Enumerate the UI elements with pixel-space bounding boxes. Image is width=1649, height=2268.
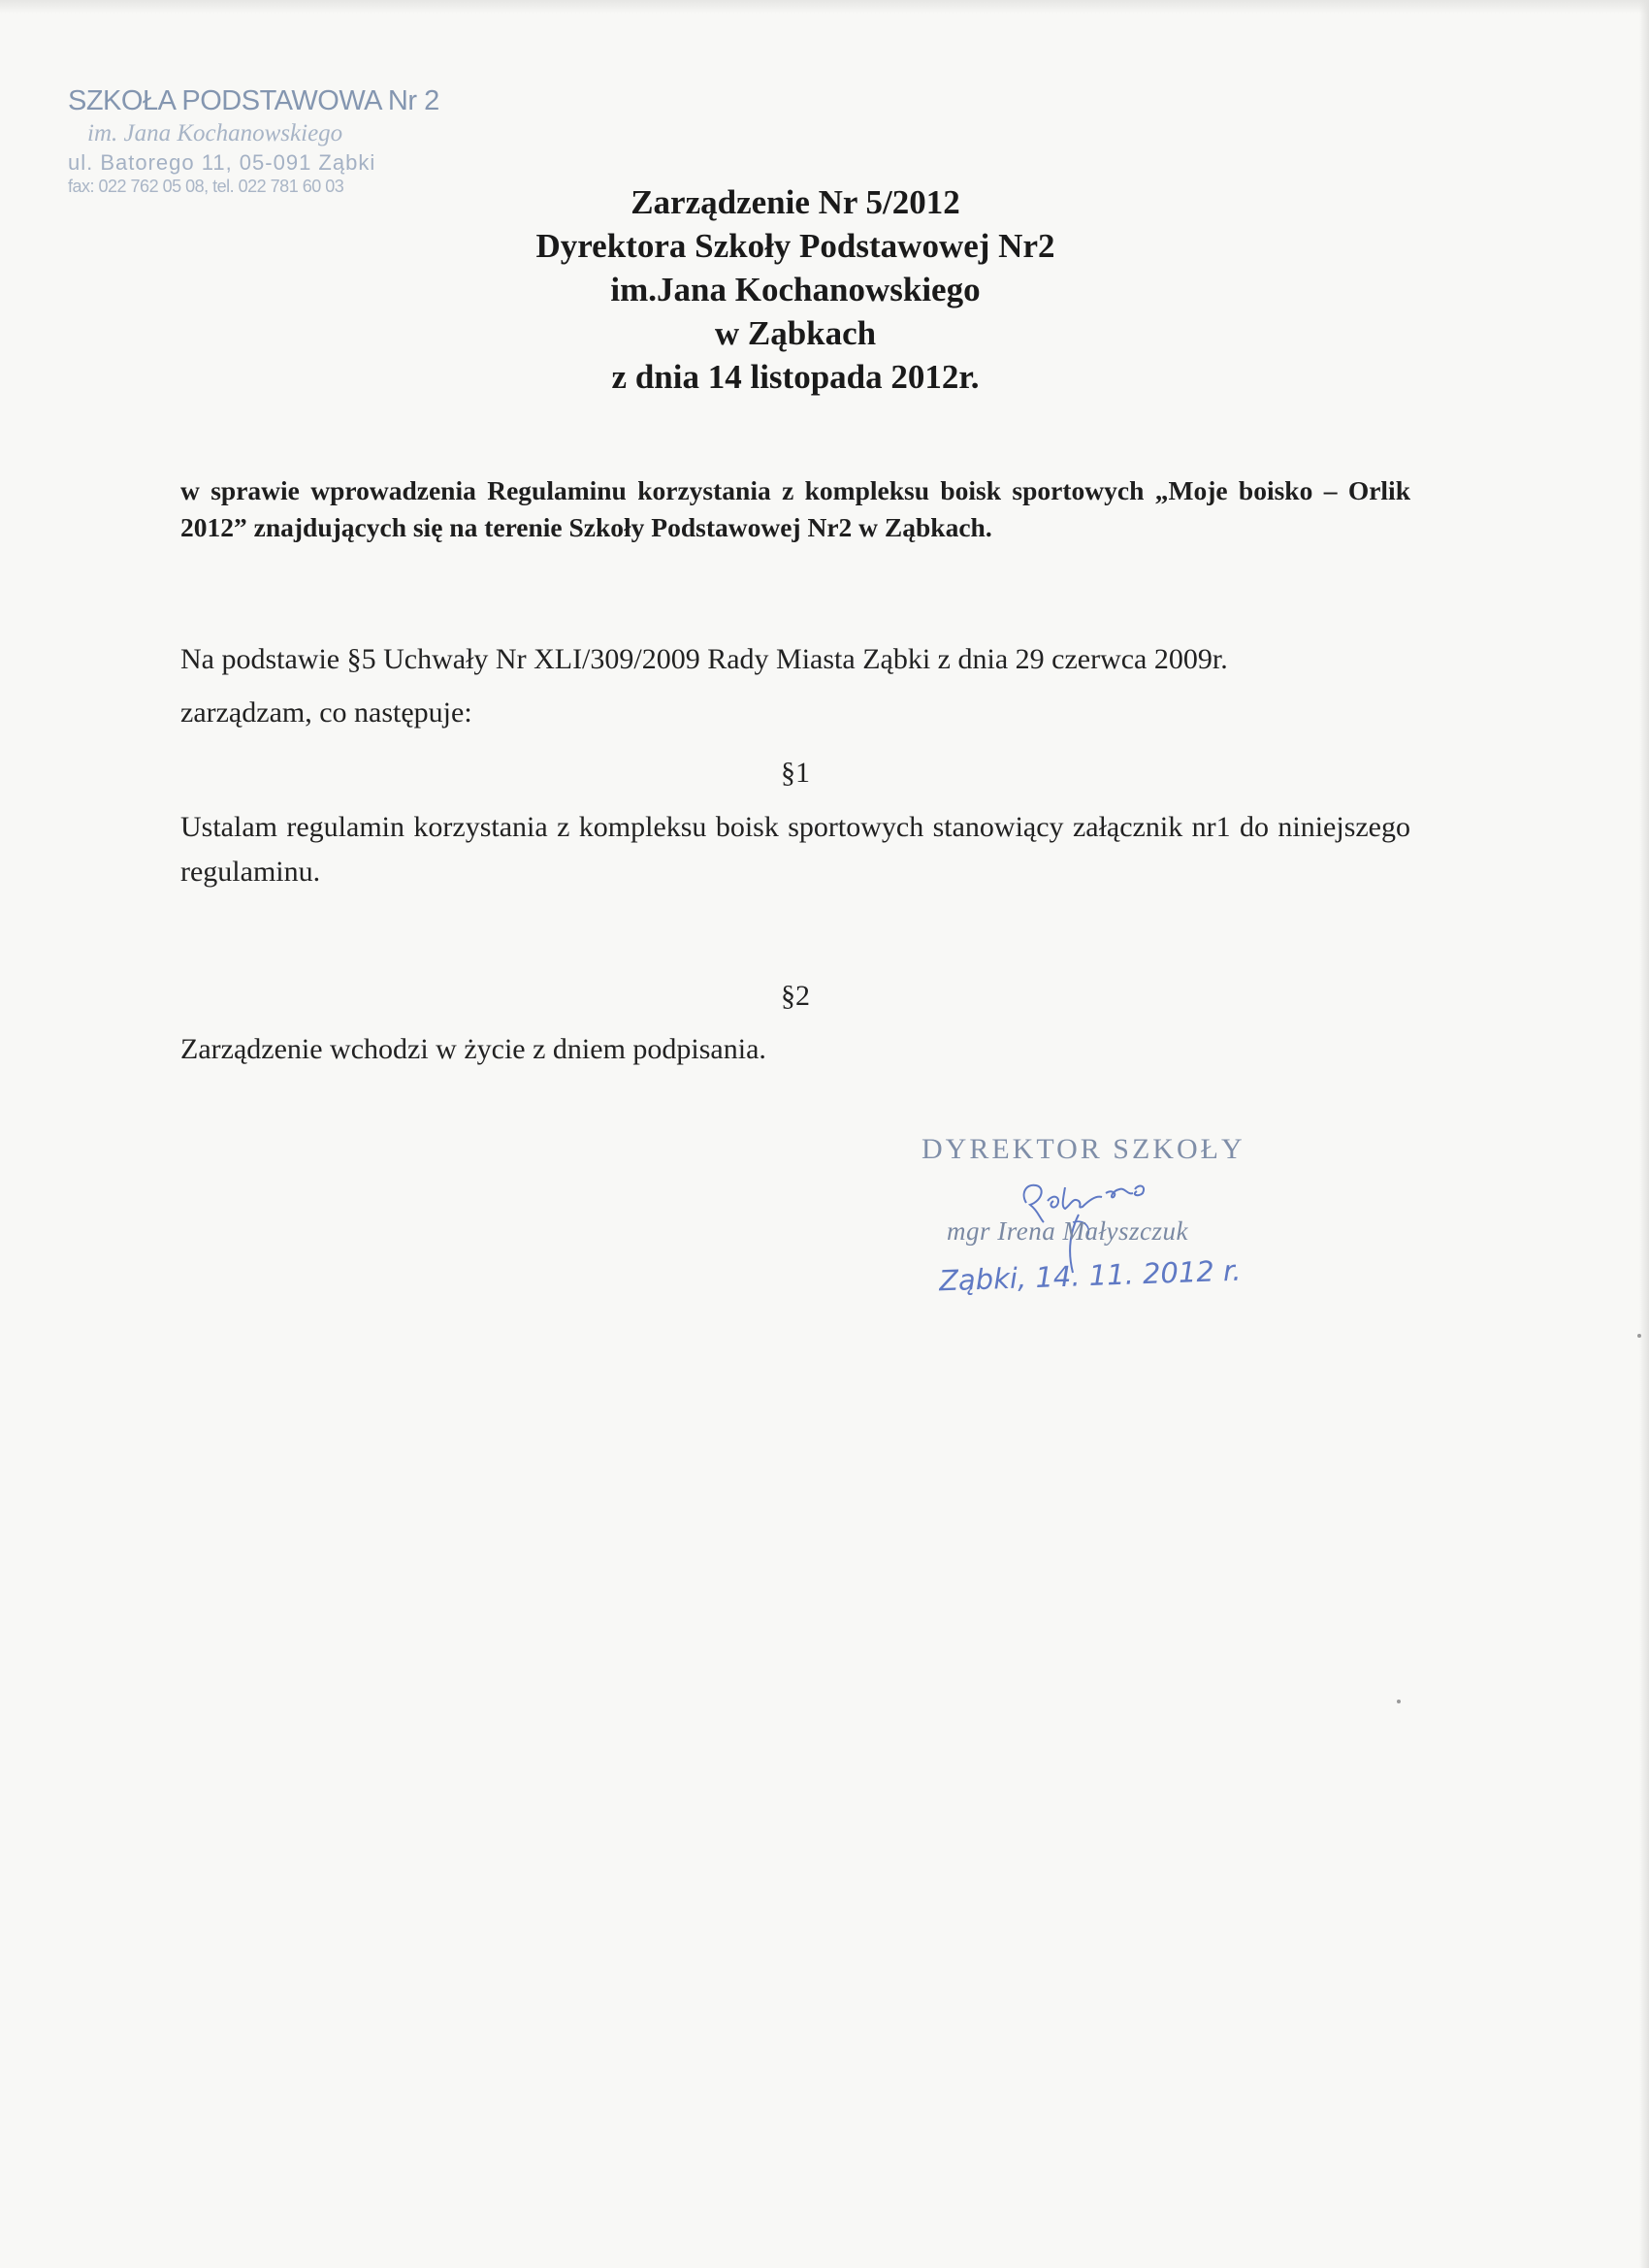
- section-2-text: Zarządzenie wchodzi w życie z dniem podpisania.: [180, 1033, 766, 1065]
- section-1-text: Ustalam regulamin korzystania z kompleksu boisk sportowych stanowiący załącznik nr1 do niniejszego regulaminu.: [180, 811, 1410, 888]
- letterhead-school-name: SZKOŁA PODSTAWOWA Nr 2: [68, 85, 439, 116]
- decree-line: zarządzam, co następuje:: [180, 697, 472, 729]
- page-edge-shadow-top: [0, 0, 1649, 14]
- scan-speck: [1637, 1334, 1641, 1338]
- title-line-patron: im.Jana Kochanowskiego: [610, 271, 981, 308]
- title-line-order-number: Zarządzenie Nr 5/2012: [630, 183, 960, 221]
- section-1-mark: §1: [781, 757, 810, 789]
- letterhead-address: ul. Batorego 11, 05-091 Ząbki: [68, 149, 376, 175]
- title-line-date: z dnia 14 listopada 2012r.: [611, 358, 980, 396]
- letterhead-patron: im. Jana Kochanowskiego: [87, 120, 343, 147]
- subject-paragraph: w sprawie wprowadzenia Regulaminu korzystania z kompleksu boisk sportowych „Moje boisko – Orlik 2012” znajdujących się na terenie Szkoły Podstawowej Nr2 w Ząbkach.: [180, 475, 1410, 542]
- title-line-location: w Ząbkach: [714, 314, 877, 352]
- document-title: [0, 180, 1591, 399]
- scan-speck: [1397, 1700, 1401, 1703]
- section-2-mark: §2: [781, 980, 810, 1012]
- director-signature-block: [922, 1133, 1329, 1298]
- legal-basis-paragraph: Na podstawie §5 Uchwały Nr XLI/309/2009 Rady Miasta Ząbki z dnia 29 czerwca 2009r.: [180, 643, 1228, 675]
- director-title-stamp: DYREKTOR SZKOŁY: [922, 1133, 1245, 1165]
- director-name-stamp: mgr Irena Małyszczuk: [947, 1216, 1188, 1246]
- title-line-issuer: Dyrektora Szkoły Podstawowej Nr2: [535, 227, 1055, 265]
- page-edge-shadow-right: [1639, 0, 1649, 2268]
- handwritten-date: Ząbki, 14. 11. 2012 r.: [938, 1253, 1243, 1298]
- letterhead-contact: fax: 022 762 05 08, tel. 022 781 60 03: [68, 177, 344, 196]
